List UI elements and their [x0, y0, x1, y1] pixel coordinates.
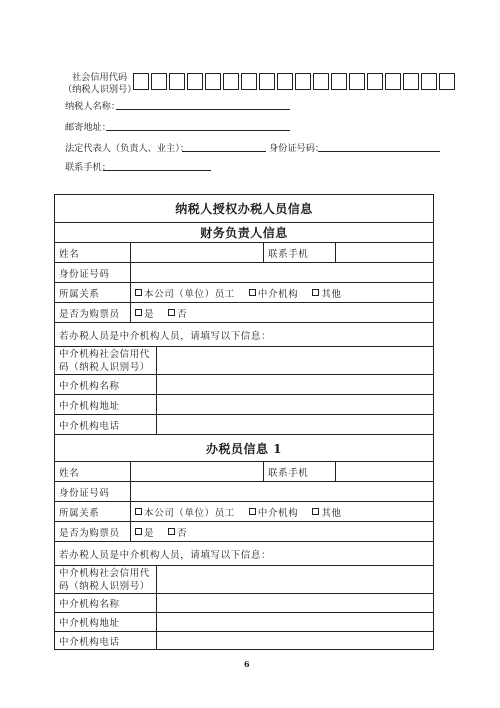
checkbox-icon[interactable]	[249, 289, 256, 296]
code-digit-box[interactable]	[421, 73, 437, 90]
code-digit-box[interactable]	[259, 73, 275, 90]
relation-option-agency[interactable]	[249, 286, 298, 300]
code-digit-box[interactable]	[277, 73, 293, 90]
checkbox-icon[interactable]	[168, 309, 175, 316]
code-digit-box[interactable]	[205, 73, 221, 90]
code-digit-box[interactable]	[349, 73, 365, 90]
code-digit-box[interactable]	[241, 73, 257, 90]
code-digit-box[interactable]	[169, 73, 185, 90]
option-label: 否	[177, 308, 188, 320]
option-label: 其他	[321, 288, 342, 300]
agency-name-row	[55, 594, 433, 613]
name-row	[55, 243, 433, 263]
credit-code-label-line1: 社会信用代码	[72, 72, 128, 83]
agency-name-input[interactable]	[156, 594, 433, 612]
code-digit-box[interactable]	[385, 73, 401, 90]
purchaser-option-no[interactable]	[168, 525, 187, 539]
agency-code-row	[55, 347, 433, 375]
relation-row	[55, 502, 433, 522]
agency-code-row	[55, 566, 433, 594]
agency-code-label-line1: 中介机构社会信用代	[59, 349, 150, 360]
code-digit-box[interactable]	[133, 73, 149, 90]
code-digit-box[interactable]	[223, 73, 239, 90]
agency-name-label: 中介机构名称	[59, 380, 120, 392]
phone-label: 联系手机	[263, 462, 335, 481]
code-digit-box[interactable]	[295, 73, 311, 90]
relation-option-other[interactable]	[312, 286, 341, 300]
agency-address-label: 中介机构地址	[59, 618, 120, 629]
name-row	[55, 462, 433, 482]
agency-code-label	[55, 347, 156, 374]
option-label: 中介机构	[257, 507, 299, 519]
checkbox-icon[interactable]	[135, 289, 142, 296]
option-label: 是	[144, 527, 155, 539]
agency-phone-label: 中介机构电话	[59, 636, 120, 648]
checkbox-icon[interactable]	[249, 508, 256, 515]
purchaser-option-yes[interactable]	[135, 306, 154, 320]
name-input[interactable]	[130, 243, 263, 262]
legal-rep-field[interactable]	[182, 151, 266, 152]
taxpayer-name-field[interactable]	[116, 109, 290, 110]
relation-options	[130, 502, 433, 521]
authorization-form	[54, 194, 434, 650]
relation-label: 所属关系	[59, 507, 100, 519]
form-title: 纳税人授权办税人员信息	[175, 202, 313, 216]
phone-input[interactable]	[335, 462, 433, 481]
id-input[interactable]	[130, 263, 433, 282]
relation-option-agency[interactable]	[249, 505, 298, 519]
relation-options	[130, 283, 433, 302]
name-input[interactable]	[130, 462, 263, 481]
option-label: 本公司（单位）员工	[144, 288, 235, 300]
section-heading: 财务负责人信息	[200, 226, 288, 240]
section-heading-row	[55, 223, 433, 243]
credit-code-label-line2: （纳税人识别号）	[63, 84, 137, 95]
agency-code-label	[55, 566, 156, 593]
relation-row	[55, 283, 433, 303]
agency-phone-row	[55, 632, 433, 649]
agency-phone-input[interactable]	[156, 632, 433, 649]
name-label: 姓名	[59, 467, 80, 479]
agency-code-label-line2: 码（纳税人识别号）	[59, 362, 150, 373]
agency-address-row	[55, 613, 433, 632]
section-heading: 办税员信息 1	[205, 441, 283, 456]
option-label: 其他	[321, 507, 342, 519]
checkbox-icon[interactable]	[168, 528, 175, 535]
purchaser-row	[55, 303, 433, 323]
code-digit-box[interactable]	[313, 73, 329, 90]
intermediary-note: 若办税人员是中介机构人员，请填写以下信息：	[59, 330, 272, 342]
checkbox-icon[interactable]	[312, 289, 319, 296]
checkbox-icon[interactable]	[135, 309, 142, 316]
id-row	[55, 263, 433, 283]
form-title-row	[55, 195, 433, 223]
credit-code-boxes[interactable]	[133, 73, 455, 90]
code-digit-box[interactable]	[439, 73, 455, 90]
agency-name-row	[55, 375, 433, 395]
agency-name-label: 中介机构名称	[59, 599, 120, 610]
code-digit-box[interactable]	[403, 73, 419, 90]
relation-label: 所属关系	[59, 288, 100, 300]
id-number-label: 身份证号码：	[269, 143, 325, 154]
credit-code-label	[63, 72, 137, 96]
intermediary-note-row	[55, 542, 433, 566]
phone-input[interactable]	[335, 243, 433, 262]
agency-code-input[interactable]	[156, 566, 433, 593]
agency-address-row	[55, 395, 433, 415]
purchaser-row	[55, 522, 433, 542]
agency-address-input[interactable]	[156, 395, 433, 414]
agency-phone-input[interactable]	[156, 415, 433, 434]
agency-phone-row	[55, 415, 433, 435]
id-input[interactable]	[130, 482, 433, 501]
code-digit-box[interactable]	[187, 73, 203, 90]
agency-address-label: 中介机构地址	[59, 400, 120, 412]
option-label: 是	[144, 308, 155, 320]
id-row	[55, 482, 433, 502]
purchaser-option-no[interactable]	[168, 306, 187, 320]
option-label: 中介机构	[257, 288, 299, 300]
mailing-address-field[interactable]	[106, 130, 290, 131]
option-label: 否	[177, 527, 188, 539]
code-digit-box[interactable]	[331, 73, 347, 90]
section-heading-row	[55, 435, 433, 462]
contact-phone-field[interactable]	[103, 170, 211, 171]
option-label: 本公司（单位）员工	[144, 507, 235, 519]
taxpayer-name-label: 纳税人名称：	[65, 101, 121, 112]
purchaser-options	[130, 522, 263, 541]
intermediary-note: 若办税人员是中介机构人员，请填写以下信息：	[59, 549, 272, 561]
agency-code-input[interactable]	[156, 347, 433, 374]
purchaser-label: 是否为购票员	[59, 527, 120, 539]
code-digit-box[interactable]	[367, 73, 383, 90]
purchaser-label: 是否为购票员	[59, 308, 120, 320]
code-digit-box[interactable]	[151, 73, 167, 90]
id-label: 身份证号码	[59, 487, 110, 499]
intermediary-note-row	[55, 323, 433, 347]
checkbox-icon[interactable]	[135, 508, 142, 515]
agency-phone-label: 中介机构电话	[59, 420, 120, 432]
agency-name-input[interactable]	[156, 375, 433, 394]
id-label: 身份证号码	[59, 268, 110, 280]
mailing-address-label: 邮寄地址：	[65, 122, 111, 133]
agency-code-label-line1: 中介机构社会信用代	[59, 568, 150, 579]
checkbox-icon[interactable]	[312, 508, 319, 515]
checkbox-icon[interactable]	[135, 528, 142, 535]
purchaser-options	[130, 303, 263, 322]
relation-option-employee[interactable]	[135, 505, 235, 519]
purchaser-option-yes[interactable]	[135, 525, 154, 539]
relation-option-employee[interactable]	[135, 286, 235, 300]
relation-option-other[interactable]	[312, 505, 341, 519]
name-label: 姓名	[59, 248, 80, 260]
contact-phone-label: 联系手机：	[65, 162, 111, 173]
agency-code-label-line2: 码（纳税人识别号）	[59, 581, 150, 592]
id-number-field[interactable]	[318, 151, 440, 152]
page-number: 6	[244, 659, 250, 669]
agency-address-input[interactable]	[156, 613, 433, 631]
legal-rep-label: 法定代表人（负责人、业主）：	[65, 143, 190, 154]
phone-label: 联系手机	[263, 243, 335, 262]
